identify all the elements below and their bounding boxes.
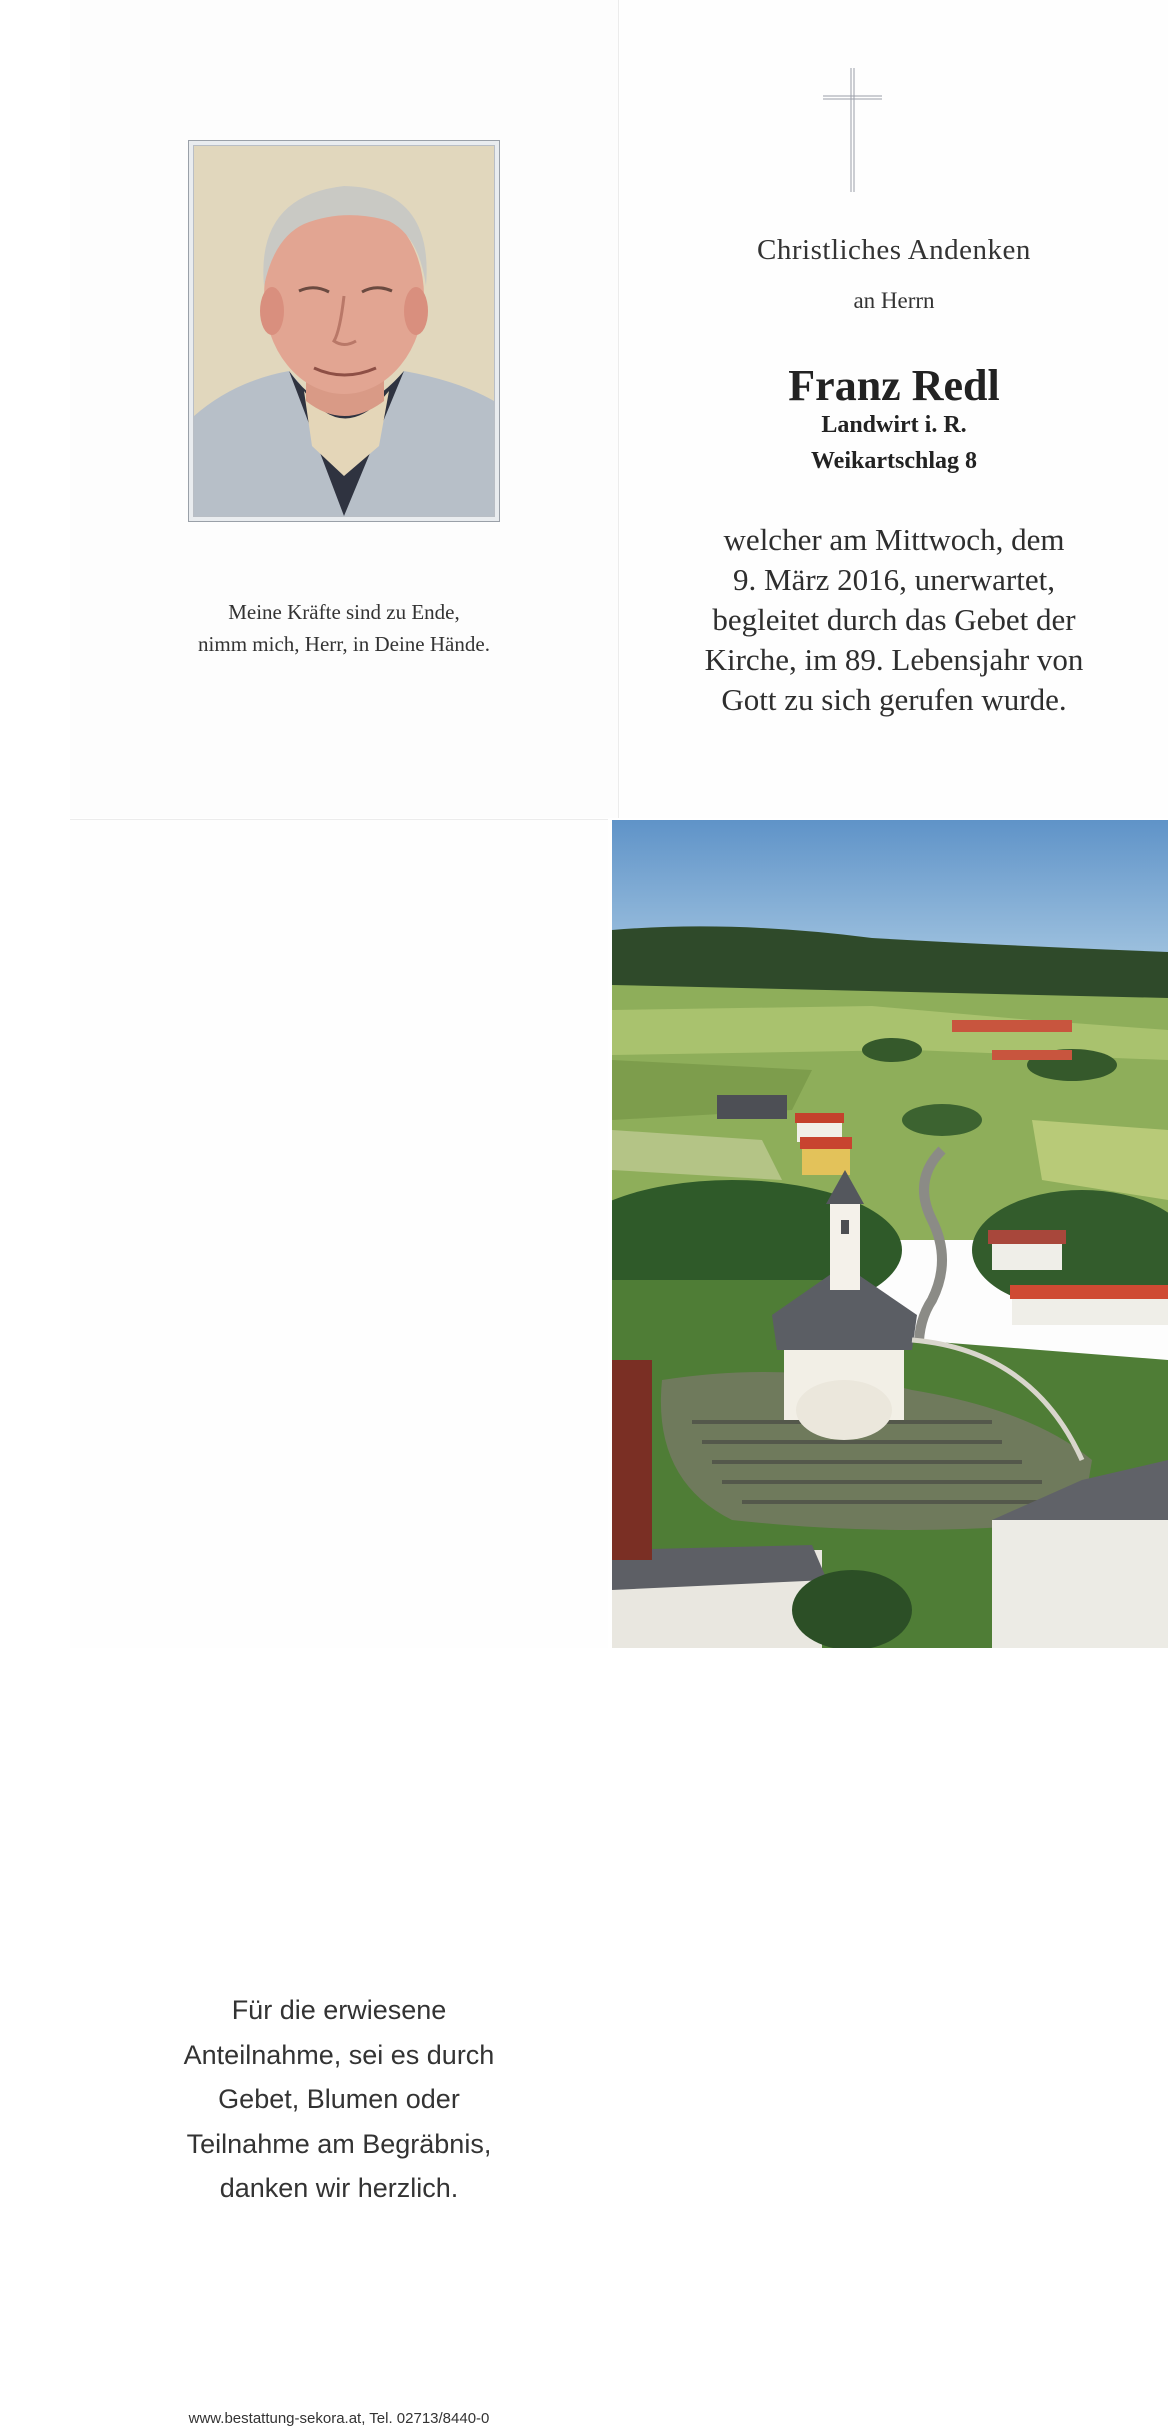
card-front-left	[70, 0, 618, 818]
thanks-text	[70, 1988, 608, 2211]
cross-icon	[620, 0, 1168, 200]
village-church-photo	[612, 820, 1168, 1648]
verse-line: Meine Kräfte sind zu Ende,	[228, 600, 460, 624]
deceased-name: Franz Redl	[788, 361, 1000, 410]
thanks-line: Anteilnahme, sei es durch	[183, 2039, 495, 2070]
card-front-right	[620, 0, 1168, 818]
verse-line: nimm mich, Herr, in Deine Hände.	[198, 632, 490, 656]
deceased-address: Weikartschlag 8	[811, 448, 977, 474]
thanks-line: Für die erwiesene	[231, 1995, 447, 2025]
thanks-line: Teilnahme am Begräbnis,	[186, 2128, 492, 2159]
portrait-frame	[188, 140, 500, 522]
message-line: 9. März 2016, unerwartet,	[733, 562, 1055, 597]
obituary-message	[620, 520, 1168, 720]
verse	[70, 596, 618, 660]
message-line: Kirche, im 89. Lebensjahr von	[704, 642, 1084, 677]
intro-subtitle: an Herrn	[853, 288, 935, 313]
thanks-line: danken wir herzlich.	[219, 2173, 459, 2203]
thanks-line: Gebet, Blumen oder	[218, 2084, 460, 2114]
intro-title: Christliches Andenken	[757, 234, 1031, 266]
card-back-right	[612, 820, 1168, 1648]
funeral-home-footer: www.bestattung-sekora.at, Tel. 02713/8440-0	[188, 2410, 490, 2427]
card-back-left	[70, 820, 608, 2427]
portrait-photo	[194, 146, 494, 516]
deceased-occupation: Landwirt i. R.	[821, 412, 967, 438]
message-line: begleitet durch das Gebet der	[712, 602, 1076, 637]
message-line: welcher am Mittwoch, dem	[723, 522, 1065, 557]
message-line: Gott zu sich gerufen wurde.	[721, 682, 1067, 717]
